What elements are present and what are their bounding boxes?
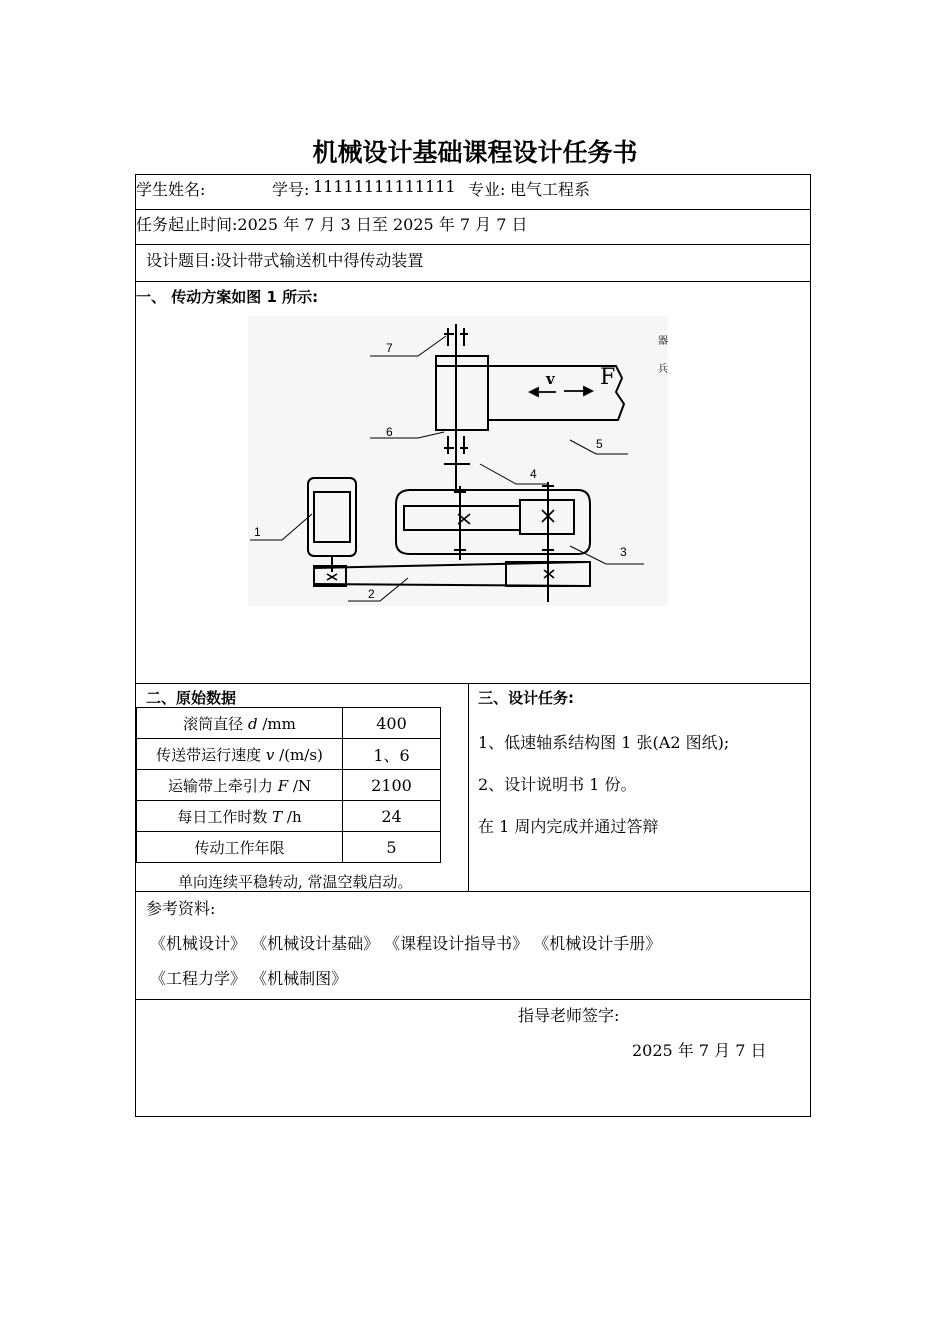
value-cell: 5 — [343, 832, 441, 863]
student-id-value: 11111111111111 — [313, 177, 456, 196]
param-cell: 每日工作时数 T /h — [137, 801, 343, 832]
row-divider — [135, 999, 811, 1000]
value-cell: 1、6 — [343, 739, 441, 770]
side-mark-2: 兵 — [658, 364, 668, 375]
supervisor-signature-label: 指导老师签字: — [518, 1006, 620, 1025]
label-3: 3 — [620, 545, 627, 559]
table-row — [137, 739, 441, 770]
side-mark-1: 器 — [658, 336, 668, 347]
section3-heading: 三、设计任务: — [478, 689, 574, 707]
value-cell: 2100 — [343, 770, 441, 801]
table-row — [137, 708, 441, 739]
references-line-1: 《机械设计》 《机械设计基础》 《课程设计指导书》 《机械设计手册》 — [150, 934, 662, 953]
value-cell: 24 — [343, 801, 441, 832]
student-name-label: 学生姓名: — [136, 180, 206, 199]
diagram-background — [248, 316, 668, 606]
row-divider — [135, 244, 811, 245]
force-label: F — [600, 365, 616, 390]
task-period: 任务起止时间:2025 年 7 月 3 日至 2025 年 7 月 7 日 — [136, 215, 528, 234]
label-6: 6 — [386, 425, 393, 439]
label-4: 4 — [530, 467, 537, 481]
label-2: 2 — [368, 587, 375, 601]
param-cell: 传动工作年限 — [137, 832, 343, 863]
label-1: 1 — [254, 525, 261, 539]
references-line-2: 《工程力学》 《机械制图》 — [150, 969, 348, 988]
references-label: 参考资料: — [146, 899, 216, 918]
param-cell: 传送带运行速度 v /(m/s) — [137, 739, 343, 770]
section2-heading: 二、原始数据 — [146, 689, 237, 707]
table-row — [137, 801, 441, 832]
column-divider — [468, 683, 469, 891]
row-divider — [135, 683, 811, 684]
param-cell: 滚筒直径 d /mm — [137, 708, 343, 739]
major-label: 专业: — [468, 180, 506, 199]
signature-date: 2025 年 7 月 7 日 — [632, 1041, 767, 1060]
row-divider — [135, 281, 811, 282]
major-value: 电气工程系 — [510, 180, 591, 199]
velocity-label: v — [546, 370, 555, 388]
section1-heading: 一、 传动方案如图 1 所示: — [136, 288, 319, 306]
transmission-scheme-diagram — [248, 316, 668, 606]
row-divider — [135, 209, 811, 210]
task-item-1: 1、低速轴系结构图 1 张(A2 图纸); — [478, 733, 730, 752]
param-cell: 运输带上牵引力 F /N — [137, 770, 343, 801]
table-row — [137, 770, 441, 801]
task-item-2: 2、设计说明书 1 份。 — [478, 775, 637, 794]
document-title: 机械设计基础课程设计任务书 — [312, 138, 638, 167]
raw-data-table — [136, 707, 441, 863]
design-topic: 设计题目:设计带式输送机中得传动装置 — [146, 251, 424, 270]
task-item-3: 在 1 周内完成并通过答辩 — [478, 817, 659, 836]
value-cell: 400 — [343, 708, 441, 739]
table-row — [137, 832, 441, 863]
label-5: 5 — [596, 437, 603, 451]
operating-note: 单向连续平稳转动, 常温空载启动。 — [178, 873, 413, 891]
label-7: 7 — [386, 341, 393, 355]
student-id-label: 学号: — [272, 180, 310, 199]
